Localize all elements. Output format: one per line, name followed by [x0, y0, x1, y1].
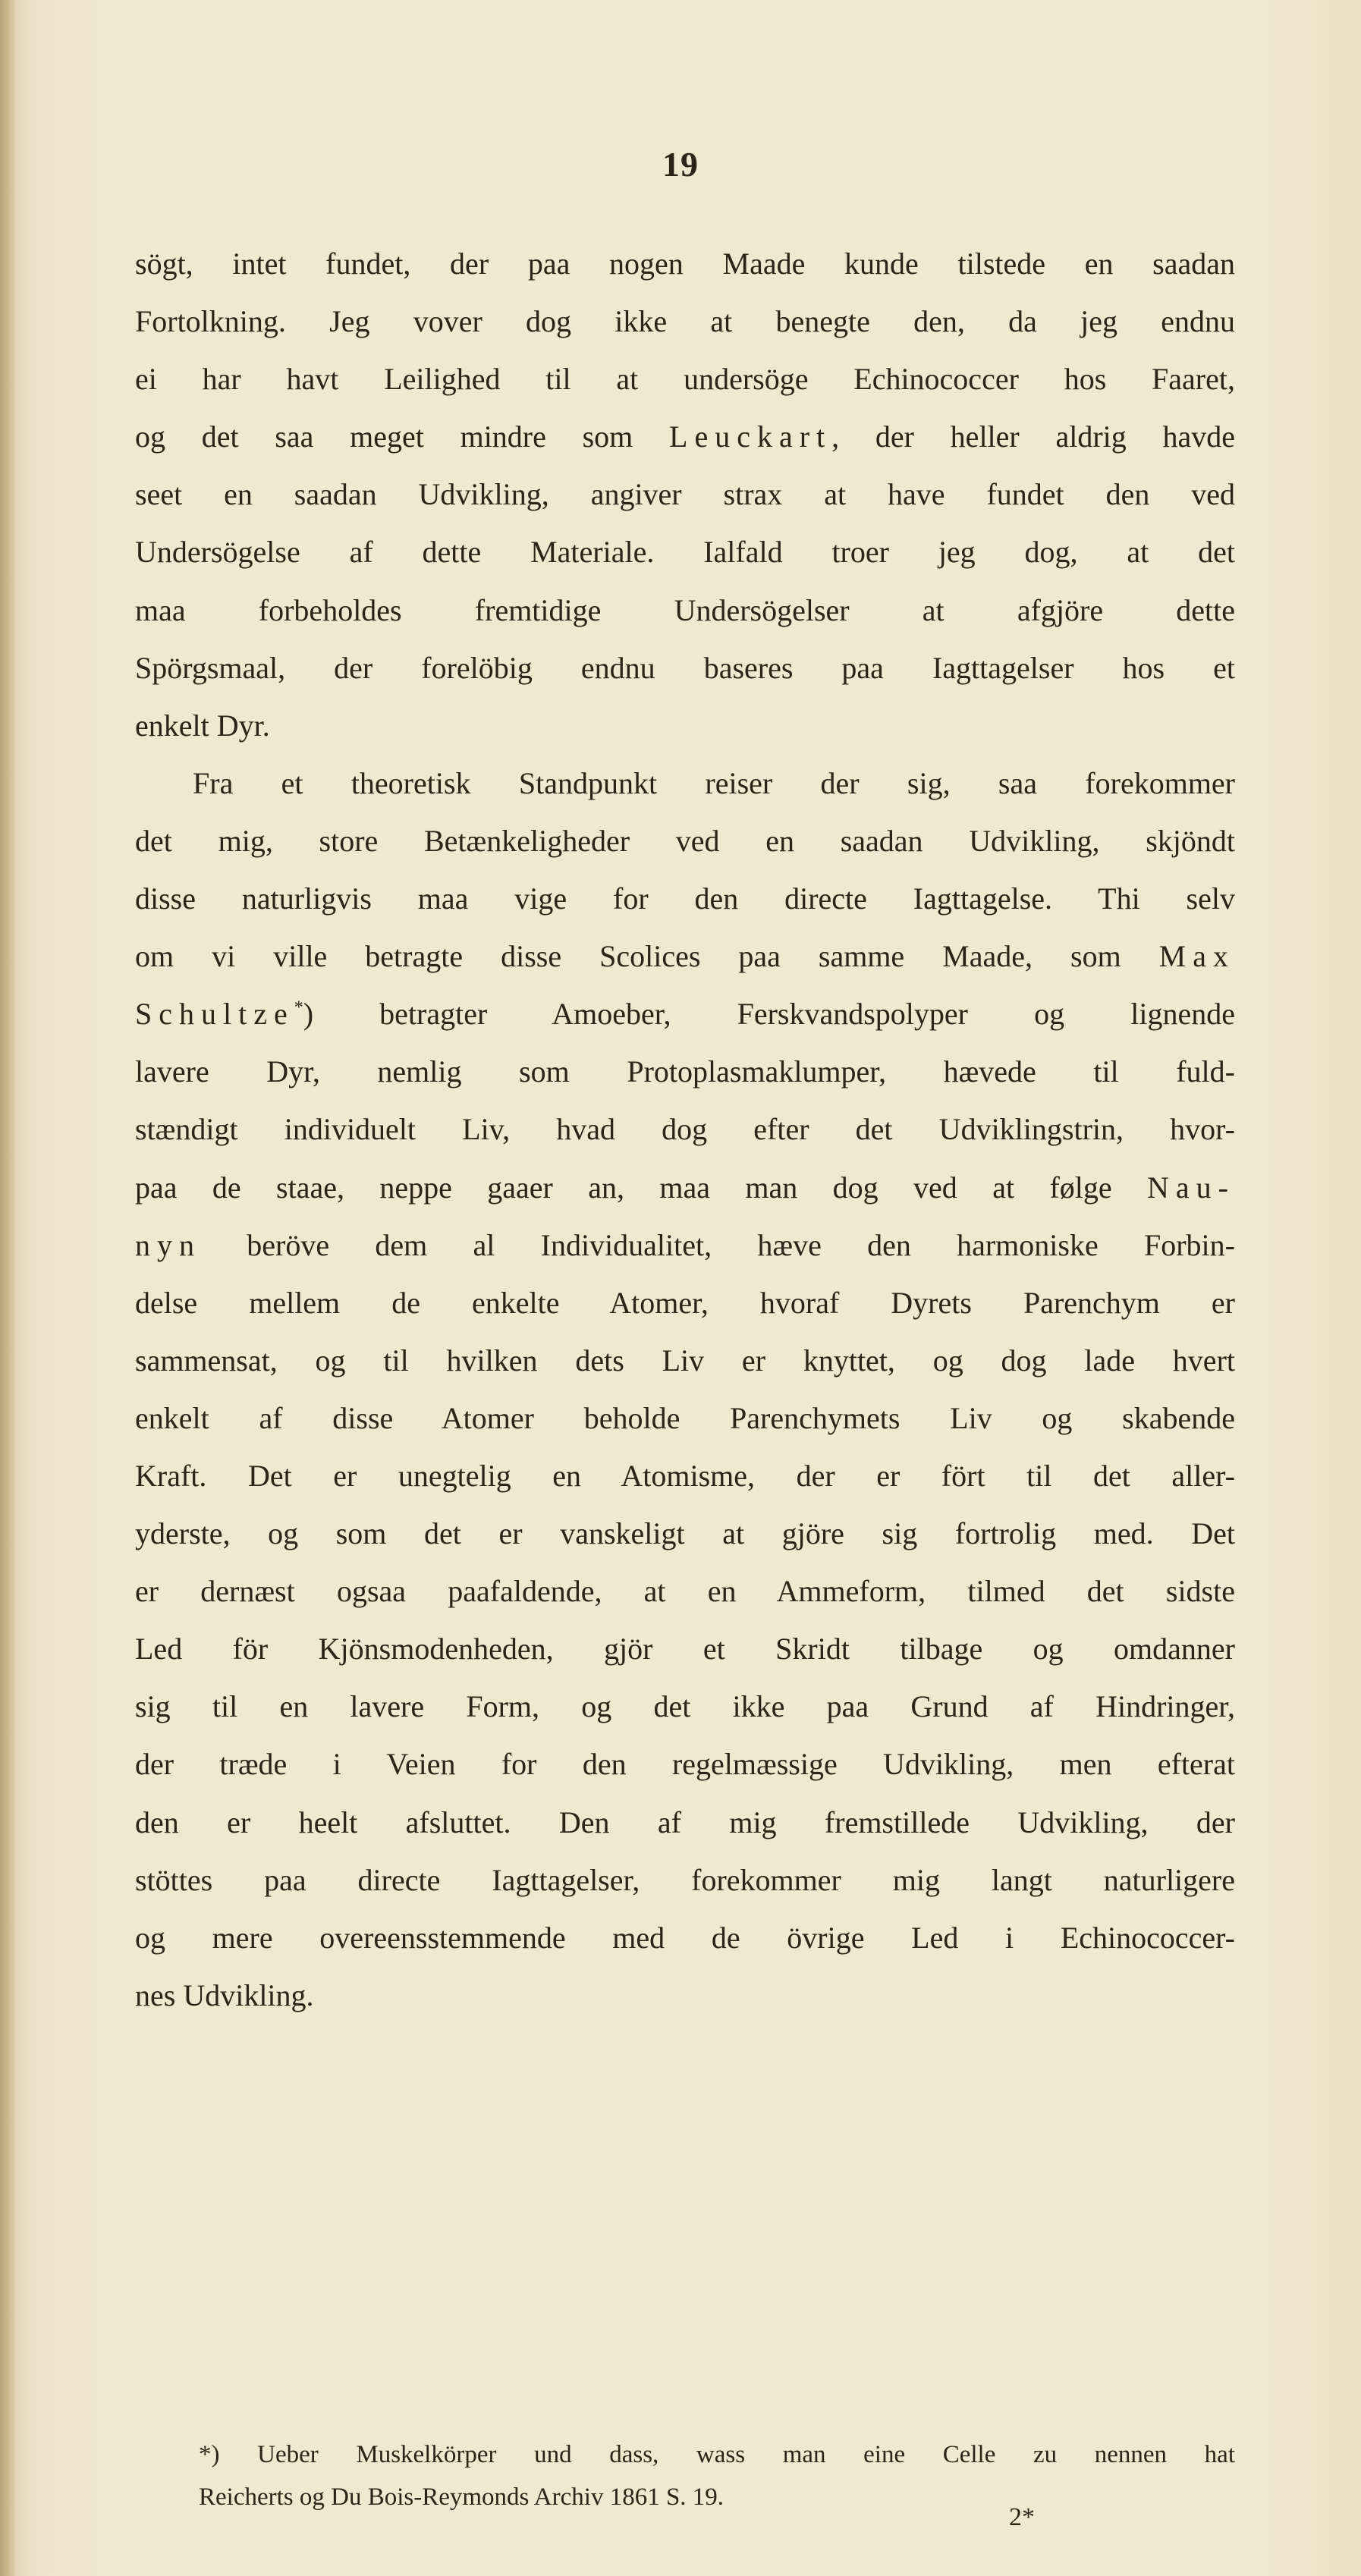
text-line: ei har havt Leilighed til at undersöge Echinococcer hos Faaret,: [135, 362, 1235, 397]
spaced-name: Max: [1158, 939, 1235, 974]
text-line: disse naturligvis maa vige for den directe Iagttagelse. Thi selv: [135, 881, 1235, 916]
paragraph-2: [135, 755, 1235, 2025]
text-line: er dernæst ogsaa paafaldende, at en Ammeform, tilmed det sidste: [135, 1574, 1235, 1609]
text-line: og det saa meget mindre som Leuckart, der heller aldrig havde: [135, 419, 1235, 454]
text-line: den er heelt afsluttet. Den af mig fremstillede Udvikling, der: [135, 1805, 1235, 1839]
footnote-line: Reicherts og Du Bois-Reymonds Archiv 1861 S. 19.: [199, 2483, 725, 2511]
text-line: Spörgsmaal, der forelöbig endnu baseres paa Iagttagelser hos et: [135, 650, 1235, 685]
text-line: paa de staae, neppe gaaer an, maa man dog ved at følge Nau-: [135, 1170, 1235, 1205]
footnote: [199, 2433, 1235, 2518]
text-line: Led för Kjönsmodenheden, gjör et Skridt tilbage og omdanner: [135, 1632, 1235, 1667]
spaced-name: Nau-: [1147, 1170, 1235, 1205]
text-line: Fra et theoretisk Standpunkt reiser der sig, saa forekommer: [193, 765, 1235, 800]
text-line: sig til en lavere Form, og det ikke paa Grund af Hindringer,: [135, 1689, 1235, 1724]
text-line: nes Udvikling.: [135, 1978, 314, 2012]
text-line: nyn beröve dem al Individualitet, hæve den harmoniske Forbin-: [135, 1227, 1235, 1262]
text-line: seet en saadan Udvikling, angiver strax at have fundet den ved: [135, 477, 1235, 512]
body-text: [135, 235, 1235, 2025]
paragraph-1: [135, 235, 1235, 755]
spaced-name: nyn: [135, 1227, 201, 1262]
text-line: sammensat, og til hvilken dets Liv er knyttet, og dog lade hvert: [135, 1343, 1235, 1378]
text-line: Kraft. Det er unegtelig en Atomisme, der er fört til det aller-: [135, 1458, 1235, 1493]
text-line: stændigt individuelt Liv, hvad dog efter det Udviklingstrin, hvor-: [135, 1112, 1235, 1147]
text-line: der træde i Veien for den regelmæssige Udvikling, men efterat: [135, 1747, 1235, 1782]
text-line: sögt, intet fundet, der paa nogen Maade kunde tilstede en saadan: [135, 247, 1235, 281]
text-line: Fortolkning. Jeg vover dog ikke at benegte den, da jeg endnu: [135, 304, 1235, 339]
text-line: maa forbeholdes fremtidige Undersögelser at afgjöre dette: [135, 592, 1235, 627]
text-line: enkelt Dyr.: [135, 708, 270, 743]
spaced-name: Schultze: [135, 997, 294, 1032]
footnote-line: *) Ueber Muskelkörper und dass, wass man eine Celle zu nennen hat: [199, 2441, 1235, 2468]
printer-signature: 2*: [1009, 2503, 1035, 2531]
text-line: enkelt af disse Atomer beholde Parenchymets Liv og skabende: [135, 1400, 1235, 1435]
footnote-marker: *: [294, 997, 303, 1018]
spaced-name: Leuckart: [669, 419, 832, 454]
text-line: delse mellem de enkelte Atomer, hvoraf Dyrets Parenchym er: [135, 1285, 1235, 1320]
page-number: 19: [662, 145, 699, 184]
page-edge-shadow: [0, 0, 17, 2576]
text-line: stöttes paa directe Iagttagelser, forekommer mig langt naturligere: [135, 1862, 1235, 1897]
text-line: det mig, store Betænkeligheder ved en saadan Udvikling, skjöndt: [135, 823, 1235, 858]
text-line: yderste, og som det er vanskeligt at gjöre sig fortrolig med. Det: [135, 1516, 1235, 1551]
text-line: og mere overeensstemmende med de övrige Led i Echinococcer-: [135, 1920, 1235, 1955]
text-line: om vi ville betragte disse Scolices paa samme Maade, som Max: [135, 939, 1235, 974]
text-line: Schultze*) betragter Amoeber, Ferskvandspolyper og lignende: [135, 997, 1235, 1032]
text-line: lavere Dyr, nemlig som Protoplasmaklumper, hævede til fuld-: [135, 1054, 1235, 1089]
text-line: Undersögelse af dette Materiale. Ialfald troer jeg dog, at det: [135, 535, 1235, 570]
